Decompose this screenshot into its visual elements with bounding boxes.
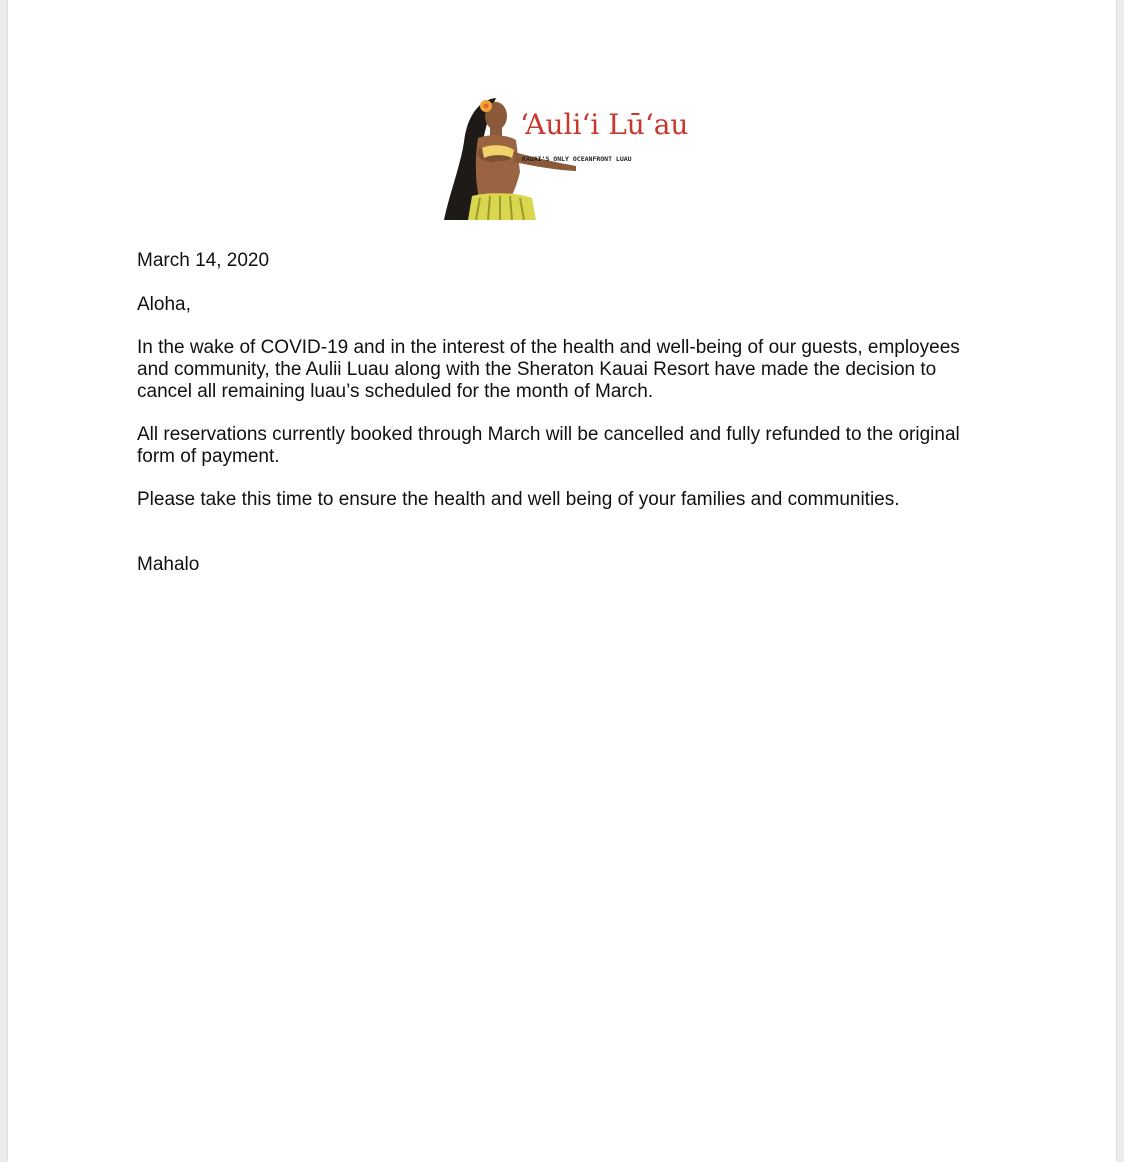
letter-greeting: Aloha, [137, 294, 191, 315]
hula-dancer-logo-graphic [436, 92, 689, 220]
logo-title: ʻAuliʻi Lūʻau [520, 108, 689, 141]
logo-tagline: KAUAI'S ONLY OCEANFRONT LUAU [522, 155, 632, 163]
letter-body [137, 250, 977, 576]
letter-paragraph-2: All reservations currently booked through March will be cancelled and fully refunded to the original form of payment. [137, 424, 960, 467]
letter-paragraph-1: In the wake of COVID-19 and in the interest of the health and well-being of our guests, employees and community, the Aulii Luau along with the Sheraton Kauai Resort have made the decision to cancel all remaining luau’s scheduled for the month of March. [137, 337, 960, 402]
letter-closing: Mahalo [137, 554, 200, 575]
aulii-luau-logo [436, 92, 689, 220]
letter-paragraph-3: Please take this time to ensure the health and well being of your families and communities. [137, 489, 900, 510]
letter-date: March 14, 2020 [137, 250, 270, 271]
document-page [8, 0, 1116, 1162]
